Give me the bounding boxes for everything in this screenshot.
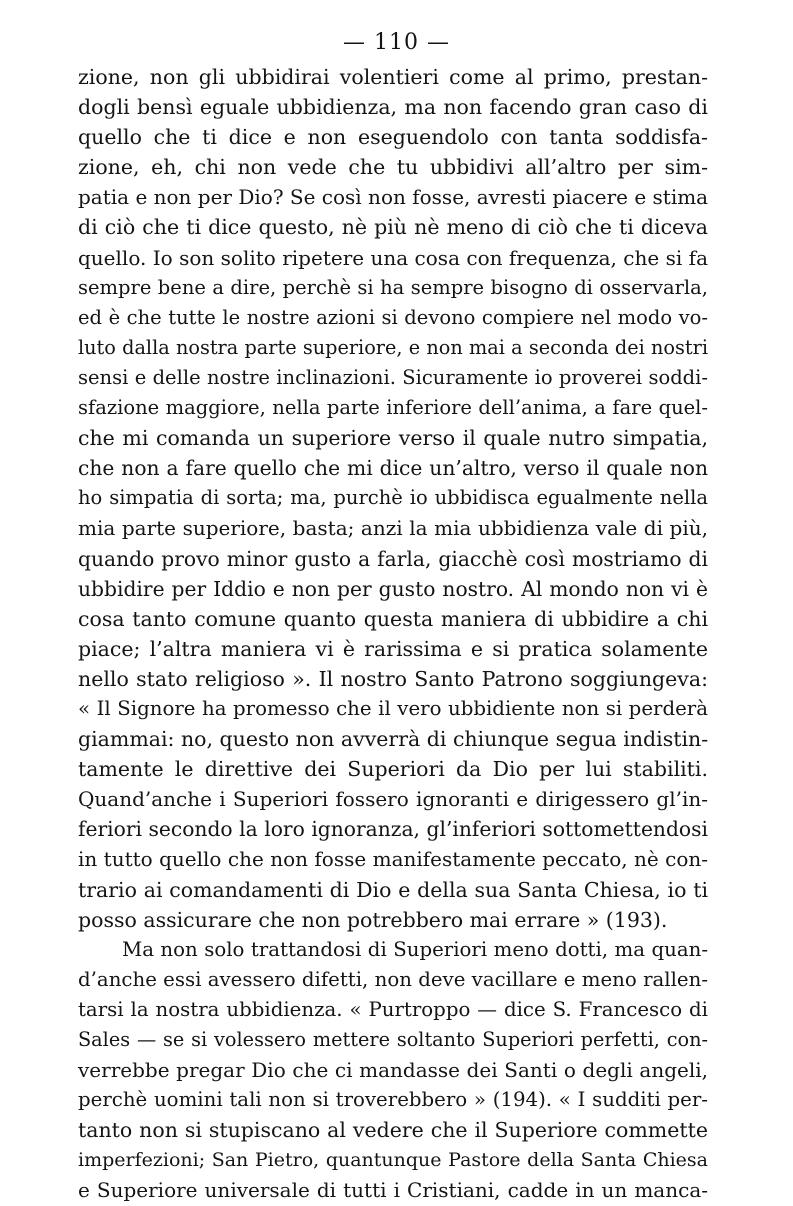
text-line: Ma non solo trattandosi di Superiori meno dotti, ma quan- <box>122 937 708 961</box>
text-line: zione, non gli ubbidirai volentieri come al primo, prestan- <box>78 65 708 89</box>
text-line: Sales — se si volessero mettere soltanto Superiori perfetti, con- <box>78 1028 708 1051</box>
text-line: tamente le direttive dei Superiori da Dio per lui stabiliti. <box>78 757 708 782</box>
text-line: mia parte superiore, basta; anzi la mia ubbidienza vale di più, <box>78 516 708 541</box>
text-line: giammai: no, questo non avverrà di chiunque segua indistin- <box>78 727 709 752</box>
text-line: che mi comanda un superiore verso il quale nutro simpatia, <box>78 426 708 451</box>
text-line: ed è che tutte le nostre azioni si devono compiere nel modo vo- <box>78 305 708 329</box>
text-line: quando provo minor gusto a farla, giacchè così mostriamo di <box>78 546 708 571</box>
text-line: nello stato religioso ». Il nostro Santo Patrono soggiungeva: <box>78 666 708 691</box>
text-line: sempre bene a dire, perchè si ha sempre bisogno di osservarla, <box>78 275 708 299</box>
text-line: in tutto quello che non fosse manifestamente peccato, nè con- <box>78 847 708 872</box>
text-line: quello che ti dice e non eseguendolo con tanta soddisfa- <box>78 125 708 150</box>
text-line: e Superiore universale di tutti i Cristiani, cadde in un manca- <box>78 1178 708 1203</box>
text-line: zione, eh, chi non vede che tu ubbidivi all’altro per sim- <box>78 155 708 180</box>
text-line: patia e non per Dio? Se così non fosse, avresti piacere e stima <box>78 185 709 210</box>
text-line: piace; l’altra maniera vi è rarissima e si pratica solamente <box>78 636 708 661</box>
text-line: che non a fare quello che mi dice un’altro, verso il quale non <box>78 456 708 481</box>
text-line: luto dalla nostra parte superiore, e non mai a seconda dei nostri <box>78 335 708 359</box>
text-line: di ciò che ti dice questo, nè più nè meno di ciò che ti diceva <box>78 215 708 240</box>
text-line: tarsi la nostra ubbidienza. « Purtroppo — dice S. Francesco di <box>78 997 708 1021</box>
text-line: cosa tanto comune quanto questa maniera di ubbidire a chi <box>78 606 708 631</box>
text-line: tanto non si stupiscano al vedere che il Superiore commette <box>78 1118 708 1143</box>
text-line: dogli bensì eguale ubbidienza, ma non facendo gran caso di <box>78 95 708 120</box>
text-line: imperfezioni; San Pietro, quantunque Pastore della Santa Chiesa <box>78 1149 708 1172</box>
text-line: sfazione maggiore, nella parte inferiore dell’anima, a fare quel- <box>78 396 708 420</box>
text-line: ubbidire per Iddio e non per gusto nostro. Al mondo non vi è <box>78 576 708 601</box>
text-line: quello. Io son solito ripetere una cosa con frequenza, che si fa <box>78 245 708 270</box>
text-line: perchè uomini tali non si troverebbero » (194). « I sudditi per- <box>78 1088 708 1112</box>
text-line: posso assicurare che non potrebbero mai errare » (193). <box>78 907 668 932</box>
text-line: trario ai comandamenti di Dio e della sua Santa Chiesa, io ti <box>78 877 708 902</box>
text-line: verrebbe pregar Dio che ci mandasse dei Santi o degli angeli, <box>78 1058 708 1083</box>
text-line: Quand’anche i Superiori fossero ignoranti e dirigessero gl’in- <box>78 787 708 812</box>
text-line: « Il Signore ha promesso che il vero ubbidiente non si perderà <box>78 696 708 720</box>
text-line: d’anche essi avessero difetti, non deve vacillare e meno rallen- <box>78 967 708 991</box>
text-line: feriori secondo la loro ignoranza, gl’inferiori sottomettendosi <box>78 817 708 842</box>
page-number: — 110 — <box>343 30 450 55</box>
text-line: ho simpatia di sorta; ma, purchè io ubbidisca egualmente nella <box>78 486 708 510</box>
body-text <box>78 62 708 1206</box>
text-line: sensi e delle nostre inclinazioni. Sicuramente io proverei soddi- <box>78 365 708 389</box>
